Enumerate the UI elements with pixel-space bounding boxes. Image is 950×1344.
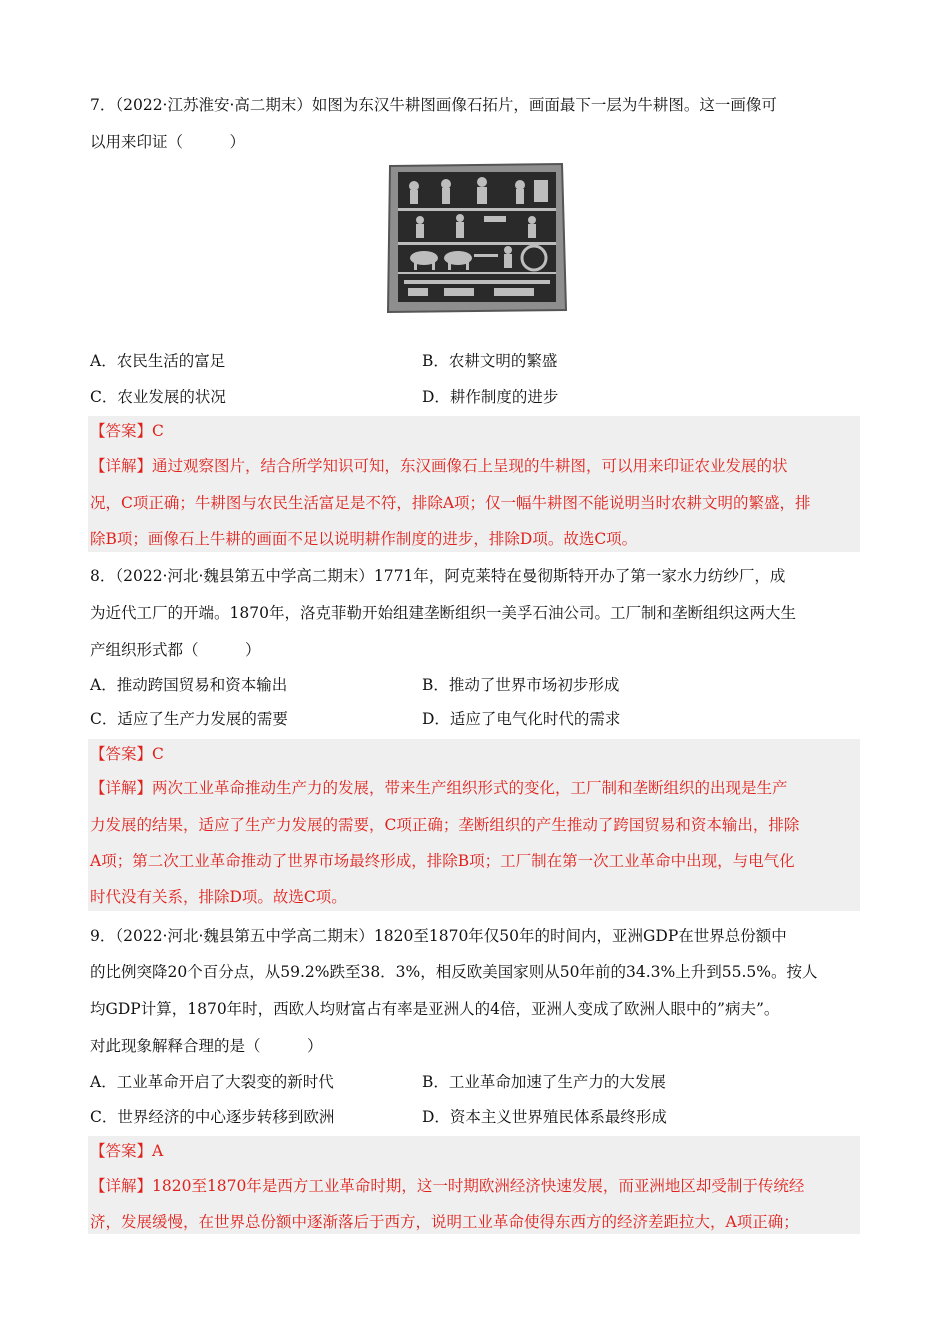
q7-explain-line-2: 况，C项正确；牛耕图与农民生活富足是不符，排除A项；仅一幅牛耕图不能说明当时农耕文明的繁盛，排: [90, 494, 811, 512]
q9-option-b: B．工业革命加速了生产力的大发展: [422, 1073, 666, 1091]
q8-option-b: B．推动了世界市场初步形成: [422, 676, 620, 694]
q8-answer: 【答案】C: [90, 745, 164, 763]
q8-option-d: D．适应了电气化时代的需求: [422, 710, 621, 728]
q9-stem-line-4: 对此现象解释合理的是（ ）: [90, 1037, 323, 1055]
q8-stem-line-2: 为近代工厂的开端。1870年，洛克菲勒开始组建垄断组织一美孚石油公司。工厂制和垄断组织这两大生: [90, 604, 796, 622]
q7-stem-line-2: 以用来印证（ ）: [90, 133, 246, 151]
q9-option-d: D．资本主义世界殖民体系最终形成: [422, 1108, 667, 1126]
q8-explain-line-1: 【详解】两次工业革命推动生产力的发展，带来生产组织形式的变化，工厂制和垄断组织的出现是生产: [90, 779, 788, 797]
q9-option-c: C．世界经济的中心逐步转移到欧洲: [90, 1108, 335, 1126]
q8-explain-line-3: A项；第二次工业革命推动了世界市场最终形成，排除B项；工厂制在第一次工业革命中出现，与电气化: [90, 852, 795, 870]
q9-stem-line-2: 的比例突降20个百分点，从59.2%跌至38．3%，相反欧美国家则从50年前的34.3%上升到55.5%。按人: [90, 963, 818, 981]
stone-relief-rubbing-figure: [384, 160, 570, 320]
q7-stem-line-1: 7．（2022·江苏淮安·高二期末）如图为东汉牛耕图画像石拓片，画面最下一层为牛耕图。这一画像可: [90, 96, 777, 114]
q9-stem-line-3: 均GDP计算，1870年时，西欧人均财富占有率是亚洲人的4倍，亚洲人变成了欧洲人眼中的”病夫”。: [90, 1000, 780, 1018]
q7-answer: 【答案】C: [90, 422, 164, 440]
ox-plowing-relief-icon: [384, 160, 570, 320]
q7-explain-line-1: 【详解】通过观察图片，结合所学知识可知，东汉画像石上呈现的牛耕图，可以用来印证农业发展的状: [90, 457, 788, 475]
q8-explain-line-4: 时代没有关系，排除D项。故选C项。: [90, 888, 347, 906]
q7-option-a: A．农民生活的富足: [90, 352, 226, 370]
q8-option-a: A．推动跨国贸易和资本输出: [90, 676, 288, 694]
q7-option-d: D．耕作制度的进步: [422, 388, 559, 406]
q9-explain-line-1: 【详解】1820至1870年是西方工业革命时期，这一时期欧洲经济快速发展，而亚洲地区却受制于传统经: [90, 1177, 805, 1195]
q9-explain-line-2: 济，发展缓慢，在世界总份额中逐渐落后于西方，说明工业革命使得东西方的经济差距拉大，A项正确；: [90, 1213, 799, 1231]
q9-option-a: A．工业革命开启了大裂变的新时代: [90, 1073, 334, 1091]
q7-option-c: C．农业发展的状况: [90, 388, 226, 406]
q7-explain-line-3: 除B项；画像石上牛耕的画面不足以说明耕作制度的进步，排除D项。故选C项。: [90, 530, 638, 548]
q7-option-b: B．农耕文明的繁盛: [422, 352, 558, 370]
q8-explain-line-2: 力发展的结果，适应了生产力发展的需要，C项正确；垄断组织的产生推动了跨国贸易和资本输出，排除: [90, 816, 800, 834]
q9-answer: 【答案】A: [90, 1142, 164, 1160]
q8-stem-line-1: 8．（2022·河北·魏县第五中学高二期末）1771年，阿克莱特在曼彻斯特开办了第一家水力纺纱厂，成: [90, 567, 786, 585]
q8-stem-line-3: 产组织形式都（ ）: [90, 641, 261, 659]
q8-option-c: C．适应了生产力发展的需要: [90, 710, 288, 728]
q9-stem-line-1: 9．（2022·河北·魏县第五中学高二期末）1820至1870年仅50年的时间内，亚洲GDP在世界总份额中: [90, 927, 787, 945]
